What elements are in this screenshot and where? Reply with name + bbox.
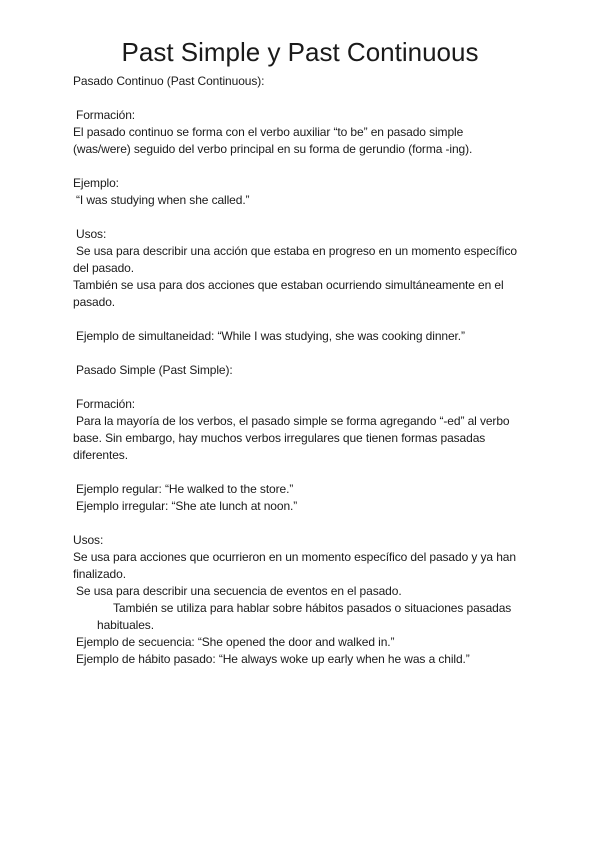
use-text: habituales. [97,618,154,632]
spacer [73,209,553,226]
formation-text: Para la mayoría de los verbos, el pasado simple se forma agregando “-ed” al verbo [76,414,510,428]
spacer [73,311,553,328]
spacer [73,90,553,107]
example-label: Ejemplo: [73,176,119,190]
example-text: Ejemplo de secuencia: “She opened the door and walked in.” [76,635,395,649]
formation-text: El pasado continuo se forma con el verbo auxiliar “to be” en pasado simple [73,125,464,139]
use-text: También se usa para dos acciones que estaban ocurriendo simultáneamente en el [73,278,504,292]
spacer [73,379,553,396]
uses-label: Usos: [73,533,104,547]
section-heading-continuous: Pasado Continuo (Past Continuous): [73,74,265,88]
example-text: Ejemplo de simultaneidad: “While I was studying, she was cooking dinner.” [76,329,465,343]
spacer [73,158,553,175]
use-text: pasado. [73,295,116,309]
example-text: “I was studying when she called.” [76,193,250,207]
section-heading-simple: Pasado Simple (Past Simple): [76,363,233,377]
use-text: Se usa para describir una secuencia de eventos en el pasado. [76,584,402,598]
document-body [73,73,553,668]
formation-label: Formación: [76,397,136,411]
example-text: Ejemplo regular: “He walked to the store.” [76,482,294,496]
page-title: Past Simple y Past Continuous [121,37,479,67]
formation-label: Formación: [76,108,136,122]
formation-text: diferentes. [73,448,128,462]
use-text: También se utiliza para hablar sobre hábitos pasados o situaciones pasadas [113,601,512,615]
formation-text: (was/were) seguido del verbo principal en su forma de gerundio (forma -ing). [73,142,473,156]
spacer [73,345,553,362]
use-text: Se usa para describir una acción que estaba en progreso en un momento específico [76,244,517,258]
example-text: Ejemplo irregular: “She ate lunch at noon.” [76,499,298,513]
use-text: finalizado. [73,567,126,581]
use-text: del pasado. [73,261,134,275]
spacer [73,464,553,481]
use-text: Se usa para acciones que ocurrieron en un momento específico del pasado y ya han [73,550,516,564]
spacer [73,515,553,532]
formation-text: base. Sin embargo, hay muchos verbos irregulares que tienen formas pasadas [73,431,486,445]
uses-label: Usos: [76,227,107,241]
example-text: Ejemplo de hábito pasado: “He always woke up early when he was a child.” [76,652,470,666]
